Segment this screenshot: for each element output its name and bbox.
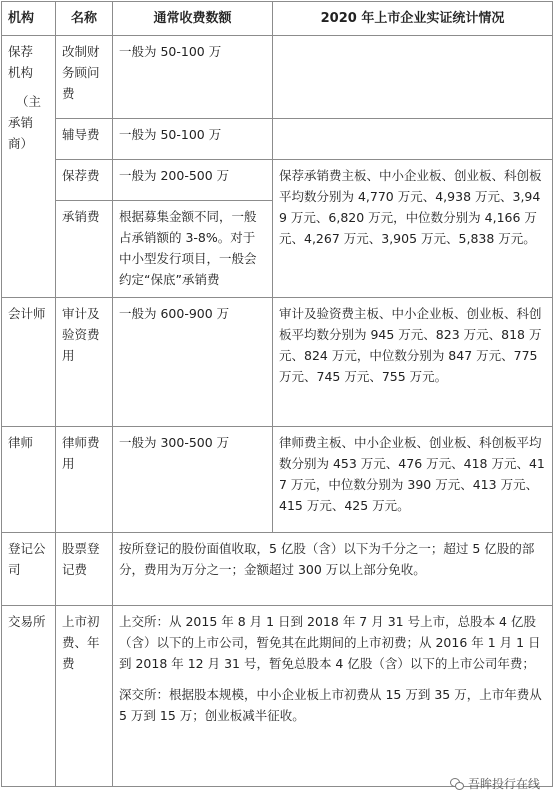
org-lawyer: 律师 — [2, 427, 56, 533]
stats-empty — [273, 36, 553, 119]
watermark-text: 吾眸投行在线 — [467, 777, 540, 791]
header-fee: 通常收费数额 — [113, 2, 273, 36]
table-row — [2, 119, 553, 160]
stats-empty — [273, 119, 553, 160]
fee-name: 保荐费 — [56, 160, 113, 201]
header-stats: 2020 年上市企业实证统计情况 — [273, 2, 553, 36]
table-row — [2, 36, 553, 119]
fee-name: 改制财务顾问费 — [56, 36, 113, 119]
table-row — [2, 533, 553, 606]
fee-amount: 一般为 300-500 万 — [113, 427, 273, 533]
fee-amount: 一般为 600-900 万 — [113, 298, 273, 427]
fee-name: 承销费 — [56, 201, 113, 298]
table-row — [2, 606, 553, 787]
exchange-sse: 上交所：从 2015 年 8 月 1 日到 2018 年 7 月 31 号上市，总股本 4 亿股（含）以下的上市公司，暂免其在此期间的上市初费；从 2016 年 1 月 1 日到 2018 年 12 月 31 号，暂免总股本 4 亿股（含）以下的上市公司年费； — [119, 614, 541, 671]
table-row — [2, 427, 553, 533]
fee-name: 辅导费 — [56, 119, 113, 160]
fee-table — [1, 1, 553, 787]
table-row — [2, 298, 553, 427]
org-accountant: 会计师 — [2, 298, 56, 427]
org-exchange: 交易所 — [2, 606, 56, 787]
stats-sponsor: 保荐承销费主板、中小企业板、创业板、科创板平均数分别为 4,770 万元、4,938 万元、3,949 万元、6,820 万元，中位数分别为 4,166 万元、4,267 万元、3,905 万元、5,838 万元。 — [273, 160, 553, 298]
wechat-icon — [450, 778, 464, 789]
registry-text: 按所登记的股份面值收取，5 亿股（含）以下为千分之一；超过 5 亿股的部分，费用为万分之一；金额超过 300 万以上部分免收。 — [113, 533, 553, 606]
fee-amount: 一般为 50-100 万 — [113, 36, 273, 119]
watermark — [450, 775, 540, 792]
fee-name: 上市初费、年费 — [56, 606, 113, 787]
fee-name: 审计及验资费用 — [56, 298, 113, 427]
exchange-text — [113, 606, 553, 787]
exchange-szse: 深交所：根据股本规模，中小企业板上市初费从 15 万到 35 万，上市年费从 5 万到 15 万；创业板减半征收。 — [119, 687, 542, 723]
header-org: 机构 — [2, 2, 56, 36]
table-row — [2, 160, 553, 201]
fee-name: 股票登记费 — [56, 533, 113, 606]
header-name: 名称 — [56, 2, 113, 36]
fee-amount: 一般为 50-100 万 — [113, 119, 273, 160]
org-sponsor: 保荐 机构 （主 承销 商） — [2, 36, 56, 298]
stats-lawyer: 律师费主板、中小企业板、创业板、科创板平均数分别为 453 万元、476 万元、418 万元、417 万元，中位数分别为 390 万元、413 万元、415 万元、425 万元。 — [273, 427, 553, 533]
fee-amount: 一般为 200-500 万 — [113, 160, 273, 201]
header-row — [2, 2, 553, 36]
stats-accountant: 审计及验资费主板、中小企业板、创业板、科创板平均数分别为 945 万元、823 万元、818 万元、824 万元，中位数分别为 847 万元、775 万元、745 万元、755 万元。 — [273, 298, 553, 427]
fee-name: 律师费用 — [56, 427, 113, 533]
fee-amount: 根据募集金额不同，一般占承销额的 3-8%。对于中小型发行项目，一般会约定“保底”承销费 — [113, 201, 273, 298]
org-registry: 登记公司 — [2, 533, 56, 606]
